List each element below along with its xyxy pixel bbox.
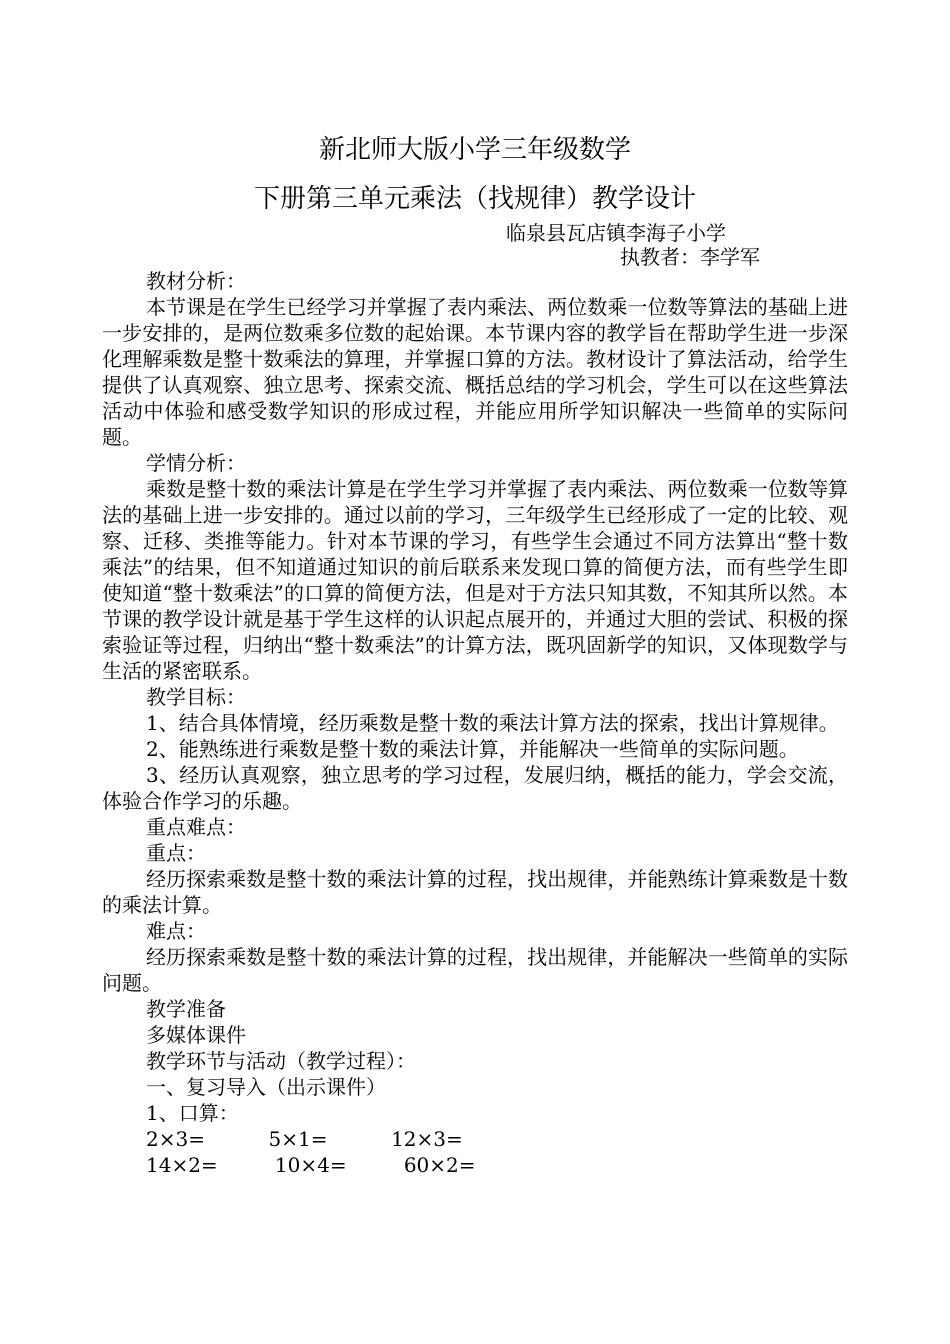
heading-key-points: 重点难点： — [146, 815, 246, 839]
subsection-heading: 1、口算： — [146, 1101, 239, 1125]
paragraph: 经历探索乘数是整十数的乘法计算的过程，找出规律，并能解决一些简单的实际问题。 — [102, 945, 848, 995]
calc-row: 14×2= 10×4= 60×2= — [146, 1153, 476, 1177]
goal-item: 3、经历认真观察，独立思考的学习过程，发展归纳，概括的能力，学会交流，体验合作学习的乐趣。 — [102, 763, 848, 813]
goal-item: 2、能熟练进行乘数是整十数的乘法计算，并能解决一些简单的实际问题。 — [146, 737, 799, 761]
title-line-2: 下册第三单元乘法（找规律）教学设计 — [253, 184, 696, 214]
teacher-name: 执教者：李学军 — [620, 245, 760, 269]
heading-textbook-analysis: 教材分析： — [146, 269, 246, 293]
school-name: 临泉县瓦店镇李海子小学 — [506, 221, 726, 245]
heading-process: 教学环节与活动（教学过程）： — [146, 1049, 416, 1073]
paragraph: 多媒体课件 — [146, 1023, 246, 1047]
goal-item: 1、结合具体情境，经历乘数是整十数的乘法计算方法的探索，找出计算规律。 — [146, 711, 839, 735]
subheading-key: 重点： — [146, 841, 206, 865]
heading-preparation: 教学准备 — [146, 997, 226, 1021]
calc-row: 2×3= 5×1= 12×3= — [146, 1127, 463, 1151]
title-line-1: 新北师大版小学三年级数学 — [318, 135, 631, 165]
subheading-difficulty: 难点： — [146, 919, 206, 943]
heading-teaching-goals: 教学目标： — [146, 685, 246, 709]
document-body — [102, 268, 848, 1178]
heading-student-analysis: 学情分析： — [146, 451, 246, 475]
paragraph: 经历探索乘数是整十数的乘法计算的过程，找出规律，并能熟练计算乘数是十数的乘法计算。 — [102, 867, 848, 917]
paragraph: 乘数是整十数的乘法计算是在学生学习并掌握了表内乘法、两位数乘一位数等算法的基础上进一步安排的。通过以前的学习，三年级学生已经形成了一定的比较、观察、迁移、类推等能力。针对本节课的学习，有些学生会通过不同方法算出“整十数乘法”的结果，但不知道通过知识的前后联系来发现口算的简便方法，而有些学生即使知道“整十数乘法”的口算的简便方法，但是对于方法只知其数，不知其所以然。本节课的教学设计就是基于学生这样的认识起点展开的，并通过大胆的尝试、积极的探索验证等过程，归纳出“整十数乘法”的计算方法，既巩固新学的知识，又体现数学与生活的紧密联系。 — [102, 477, 848, 683]
paragraph: 本节课是在学生已经学习并掌握了表内乘法、两位数乘一位数等算法的基础上进一步安排的，是两位数乘多位数的起始课。本节课内容的教学旨在帮助学生进一步深化理解乘数是整十数乘法的算理，并掌握口算的方法。教材设计了算法活动，给学生提供了认真观察、独立思考、探索交流、概括总结的学习机会，学生可以在这些算法活动中体验和感受数学知识的形成过程，并能应用所学知识解决一些简单的实际问题。 — [102, 295, 848, 449]
section-heading: 一、复习导入（出示课件） — [146, 1075, 386, 1099]
